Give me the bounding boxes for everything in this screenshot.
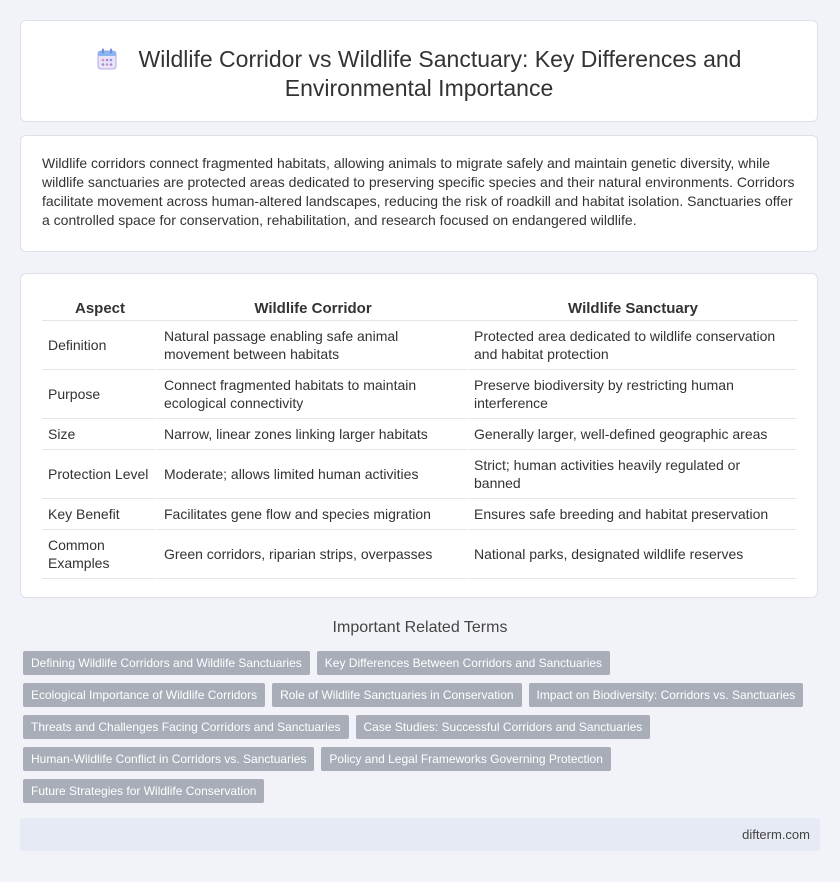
header-wildlife-sanctuary: Wildlife Sanctuary	[468, 296, 798, 321]
related-term-tag[interactable]: Future Strategies for Wildlife Conservation	[23, 779, 264, 803]
footer	[20, 818, 820, 851]
table-row	[42, 321, 798, 370]
header-aspect: Aspect	[42, 296, 158, 321]
related-term-tag[interactable]: Key Differences Between Corridors and Sanctuaries	[317, 651, 610, 675]
aspect-cell: Purpose	[42, 370, 158, 419]
corridor-cell: Connect fragmented habitats to maintain ecological connectivity	[158, 370, 468, 419]
aspect-cell: Key Benefit	[42, 499, 158, 530]
related-term-tag[interactable]: Policy and Legal Frameworks Governing Protection	[321, 747, 610, 771]
table-row	[42, 499, 798, 530]
comparison-table	[42, 296, 798, 579]
sanctuary-cell: National parks, designated wildlife reserves	[468, 530, 798, 579]
calendar-icon	[97, 48, 117, 70]
related-term-tag[interactable]: Case Studies: Successful Corridors and Sanctuaries	[356, 715, 651, 739]
table-header-row	[42, 296, 798, 321]
corridor-cell: Moderate; allows limited human activities	[158, 450, 468, 499]
table-row	[42, 530, 798, 579]
sanctuary-cell: Strict; human activities heavily regulated or banned	[468, 450, 798, 499]
related-term-tag[interactable]: Role of Wildlife Sanctuaries in Conservation	[272, 683, 521, 707]
related-term-tag[interactable]: Human-Wildlife Conflict in Corridors vs. Sanctuaries	[23, 747, 314, 771]
corridor-cell: Green corridors, riparian strips, overpasses	[158, 530, 468, 579]
sanctuary-cell: Ensures safe breeding and habitat preservation	[468, 499, 798, 530]
related-term-tag[interactable]: Threats and Challenges Facing Corridors and Sanctuaries	[23, 715, 349, 739]
header-wildlife-corridor: Wildlife Corridor	[158, 296, 468, 321]
sanctuary-cell: Protected area dedicated to wildlife conservation and habitat protection	[468, 321, 798, 370]
corridor-cell: Facilitates gene flow and species migration	[158, 499, 468, 530]
intro-paragraph: Wildlife corridors connect fragmented habitats, allowing animals to migrate safely and maintain genetic diversity, while wildlife sanctuaries are protected areas dedicated to preserving specific species and their natural environments. Corridors facilitate movement across human-altered landscapes, reducing the risk of roadkill and habitat isolation. Sanctuaries offer a controlled space for conservation, rehabilitation, and research focused on endangered wildlife.	[42, 155, 795, 228]
related-term-tag[interactable]: Defining Wildlife Corridors and Wildlife Sanctuaries	[23, 651, 310, 675]
intro-card	[20, 135, 818, 252]
table-row	[42, 450, 798, 499]
aspect-cell: Size	[42, 419, 158, 450]
comparison-card	[20, 273, 818, 598]
page-title	[21, 45, 817, 103]
table-row	[42, 419, 798, 450]
aspect-cell: Definition	[42, 321, 158, 370]
aspect-cell: Common Examples	[42, 530, 158, 579]
corridor-cell: Narrow, linear zones linking larger habitats	[158, 419, 468, 450]
sanctuary-cell: Generally larger, well-defined geographic areas	[468, 419, 798, 450]
footer-site-link[interactable]: difterm.com	[742, 827, 810, 842]
related-terms-list	[23, 651, 813, 811]
aspect-cell: Protection Level	[42, 450, 158, 499]
corridor-cell: Natural passage enabling safe animal movement between habitats	[158, 321, 468, 370]
table-row	[42, 370, 798, 419]
page-title-text: Wildlife Corridor vs Wildlife Sanctuary: Key Differences and Environmental Importance	[138, 46, 742, 101]
related-terms-heading: Important Related Terms	[332, 619, 508, 636]
title-card	[20, 20, 818, 122]
related-term-tag[interactable]: Ecological Importance of Wildlife Corridors	[23, 683, 265, 707]
related-term-tag[interactable]: Impact on Biodiversity: Corridors vs. Sanctuaries	[529, 683, 804, 707]
sanctuary-cell: Preserve biodiversity by restricting human interference	[468, 370, 798, 419]
